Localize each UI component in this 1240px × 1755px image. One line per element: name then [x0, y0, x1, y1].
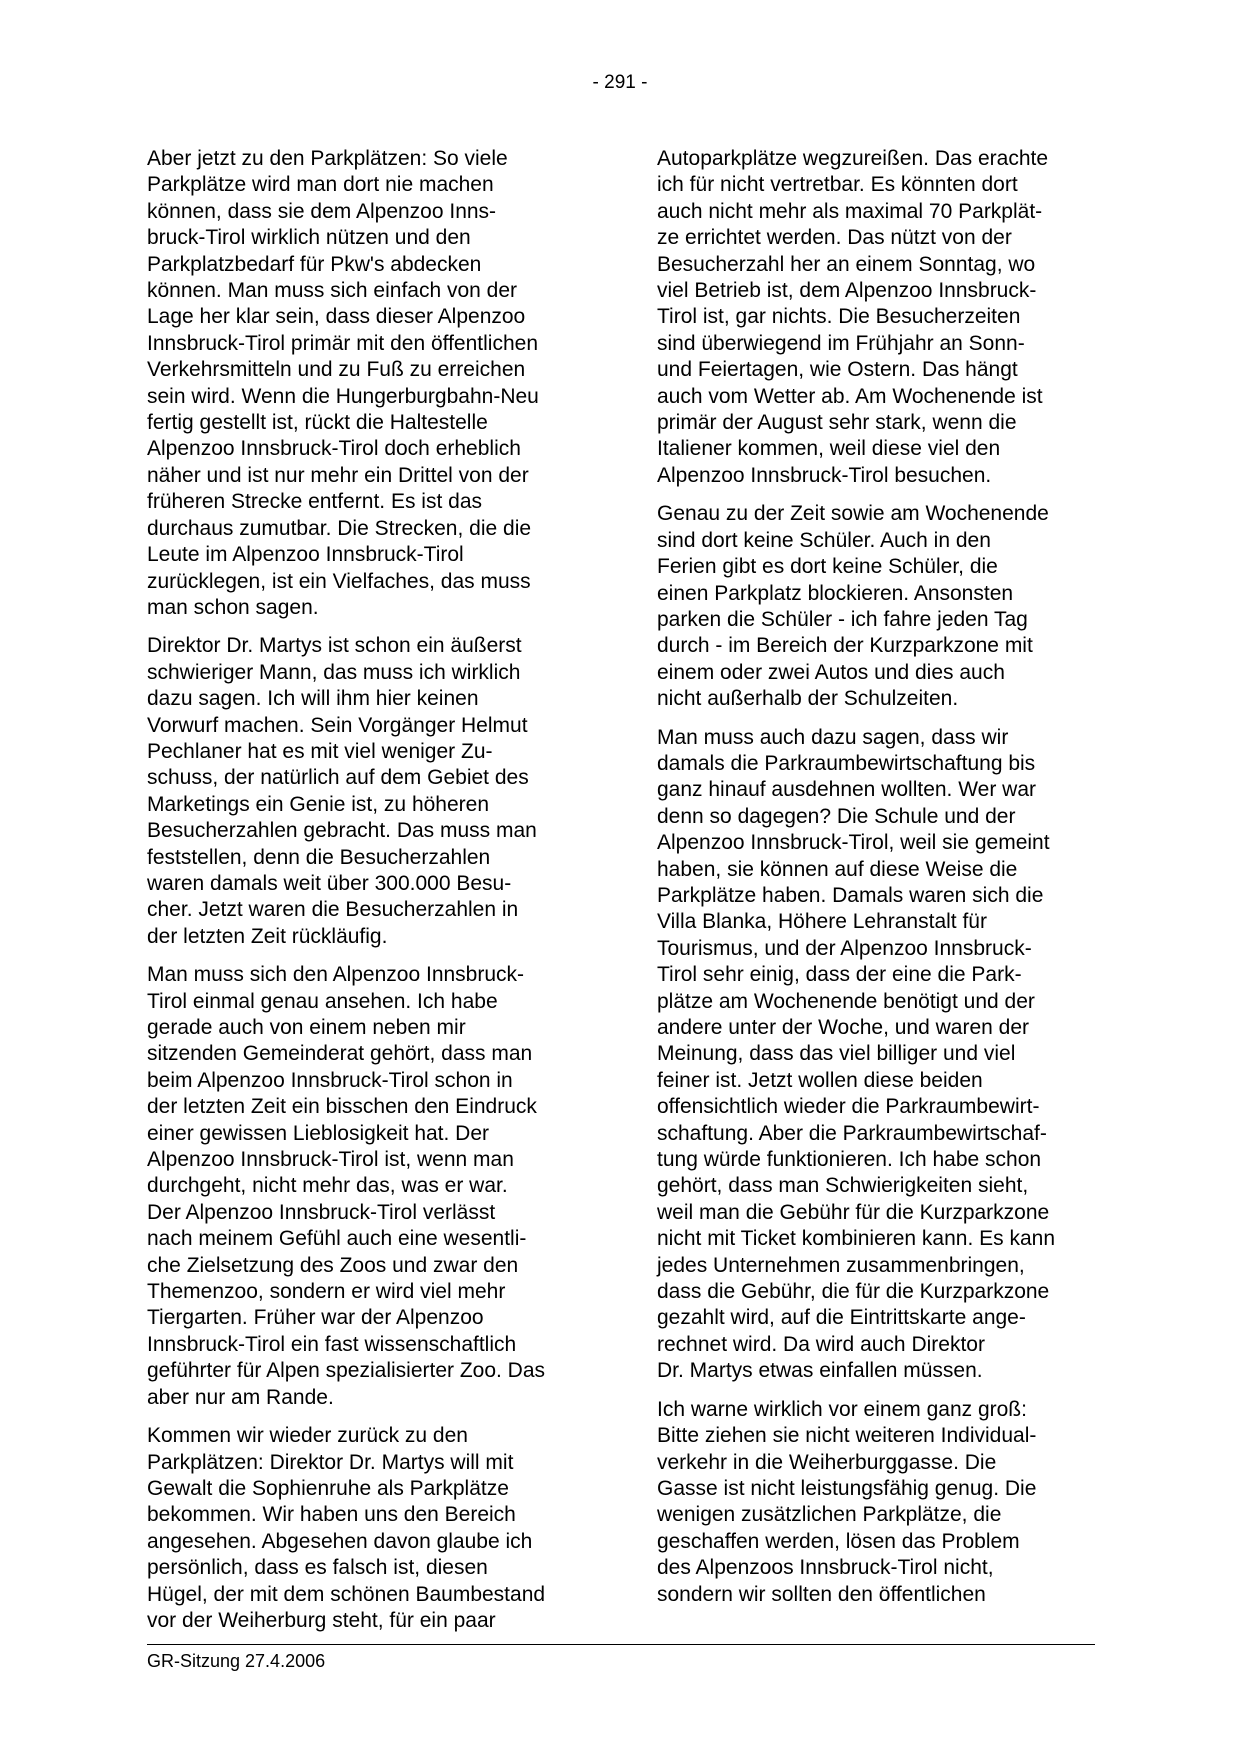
- paragraph: Genau zu der Zeit sowie am Wochenende sind dort keine Schüler. Auch in den Ferien gibt es dort keine Schüler, die einen Parkplatz blockieren. Ansonsten parken die Schüler - ich fahre jeden Tag durch - im Bereich der Kurzparkzone mit einem oder zwei Autos und dies auch nicht außerhalb der Schulzeiten.: [657, 502, 1049, 711]
- paragraph: Man muss sich den Alpenzoo Innsbruck- Tirol einmal genau ansehen. Ich habe gerade auch von einem neben mir sitzenden Gemeinderat gehört, dass man beim Alpenzoo Innsbruck-Tirol schon in der letzten Zeit ein bisschen den Eindruck einer gewissen Lieblosigkeit hat. Der Alpenzoo Innsbruck-Tirol ist, wenn man durchgeht, nicht mehr das, was er war. Der Alpenzoo Innsbruck-Tirol verlässt nach meinem Gefühl auch eine wesentli- che Zielsetzung des Zoos und zwar den Themenzoo, sondern er wird viel mehr Tiergarten. Früher war der Alpenzoo Innsbruck-Tirol ein fast wissenschaftlich geführter für Alpen spezialisierter Zoo. Das aber nur am Rande.: [147, 963, 546, 1409]
- paragraph: Ich warne wirklich vor einem ganz groß: Bitte ziehen sie nicht weiteren Individual- verkehr in die Weiherburggasse. Die Gasse ist nicht leistungsfähig genug. Die wenigen zusätzlichen Parkplätze, die geschaffen werden, lösen das Problem des Alpenzoos Innsbruck-Tirol nicht, sondern wir sollten den öffentlichen: [657, 1397, 1037, 1606]
- paragraph: Kommen wir wieder zurück zu den Parkplätzen: Direktor Dr. Martys will mit Gewalt die Sophienruhe als Parkplätze bekommen. Wir haben uns den Bereich angesehen. Abgesehen davon glaube ich persönlich, dass es falsch ist, diesen Hügel, der mit dem schönen Baumbestand vor der Weiherburg steht, für ein paar: [147, 1424, 546, 1632]
- paragraph: Aber jetzt zu den Parkplätzen: So viele Parkplätze wird man dort nie machen können, dass sie dem Alpenzoo Inns- bruck-Tirol wirklich nützen und den Parkplatzbedarf für Pkw's abdecken können. Man muss sich einfach von der Lage her klar sein, dass dieser Alpenzoo Innsbruck-Tirol primär mit den öffentlichen Verkehrsmitteln und zu Fuß zu erreichen sein wird. Wenn die Hungerburgbahn-Neu fertig gestellt ist, rückt die Haltestelle Alpenzoo Innsbruck-Tirol doch erheblich näher und ist nur mehr ein Drittel von der früheren Strecke entfernt. Es ist das durchaus zumutbar. Die Strecken, die die Leute im Alpenzoo Innsbruck-Tirol zurücklegen, ist ein Vielfaches, das muss man schon sagen.: [147, 147, 539, 619]
- paragraph: Autoparkplätze wegzureißen. Das erachte ich für nicht vertretbar. Es könnten dort auch nicht mehr als maximal 70 Parkplät- ze errichtet werden. Das nützt von der Besucherzahl her an einem Sonntag, wo viel Betrieb ist, dem Alpenzoo Innsbruck- Tirol ist, gar nichts. Die Besucherzeiten sind überwiegend im Frühjahr an Sonn- und Feiertagen, wie Ostern. Das hängt auch vom Wetter ab. Am Wochenende ist primär der August sehr stark, wenn die Italiener kommen, weil diese viel den Alpenzoo Innsbruck-Tirol besuchen.: [657, 147, 1049, 487]
- footer-divider: [147, 1644, 1095, 1645]
- footer-session-label: GR-Sitzung 27.4.2006: [147, 1651, 326, 1671]
- paragraph: Man muss auch dazu sagen, dass wir damals die Parkraumbewirtschaftung bis ganz hinauf ausdehnen wollten. Wer war denn so dagegen? Die Schule und der Alpenzoo Innsbruck-Tirol, weil sie gemeint haben, sie können auf diese Weise die Parkplätze haben. Damals waren sich die Villa Blanka, Höhere Lehranstalt für Tourismus, und der Alpenzoo Innsbruck- Tirol sehr einig, dass der eine die Park- plätze am Wochenende benötigt und der andere unter der Woche, und waren der Meinung, dass das viel billiger und viel feiner ist. Jetzt wollen diese beiden offensichtlich wieder die Parkraumbewirt- schaftung. Aber die Parkraumbewirtschaf- tung würde funktionieren. Ich habe schon gehört, dass man Schwierigkeiten sieht, weil man die Gebühr für die Kurzparkzone nicht mit Ticket kombinieren kann. Es kann jedes Unternehmen zusammenbringen, dass die Gebühr, die für die Kurzparkzone gezahlt wird, auf die Eintrittskarte ange- rechnet wird. Da wird auch Direktor Dr. Martys etwas einfallen müssen.: [657, 725, 1056, 1383]
- page-number: - 291 -: [592, 72, 648, 93]
- paragraph: Direktor Dr. Martys ist schon ein äußerst schwieriger Mann, das muss ich wirklich dazu sagen. Ich will ihm hier keinen Vorwurf machen. Sein Vorgänger Helmut Pechlaner hat es mit viel weniger Zu- schuss, der natürlich auf dem Gebiet des Marketings ein Genie ist, zu höheren Besucherzahlen gebracht. Das muss man feststellen, denn die Besucherzahlen waren damals weit über 300.000 Besu- cher. Jetzt waren die Besucherzahlen in der letzten Zeit rückläufig.: [147, 634, 537, 948]
- left-column: [147, 146, 587, 1646]
- right-column: [657, 146, 1097, 1620]
